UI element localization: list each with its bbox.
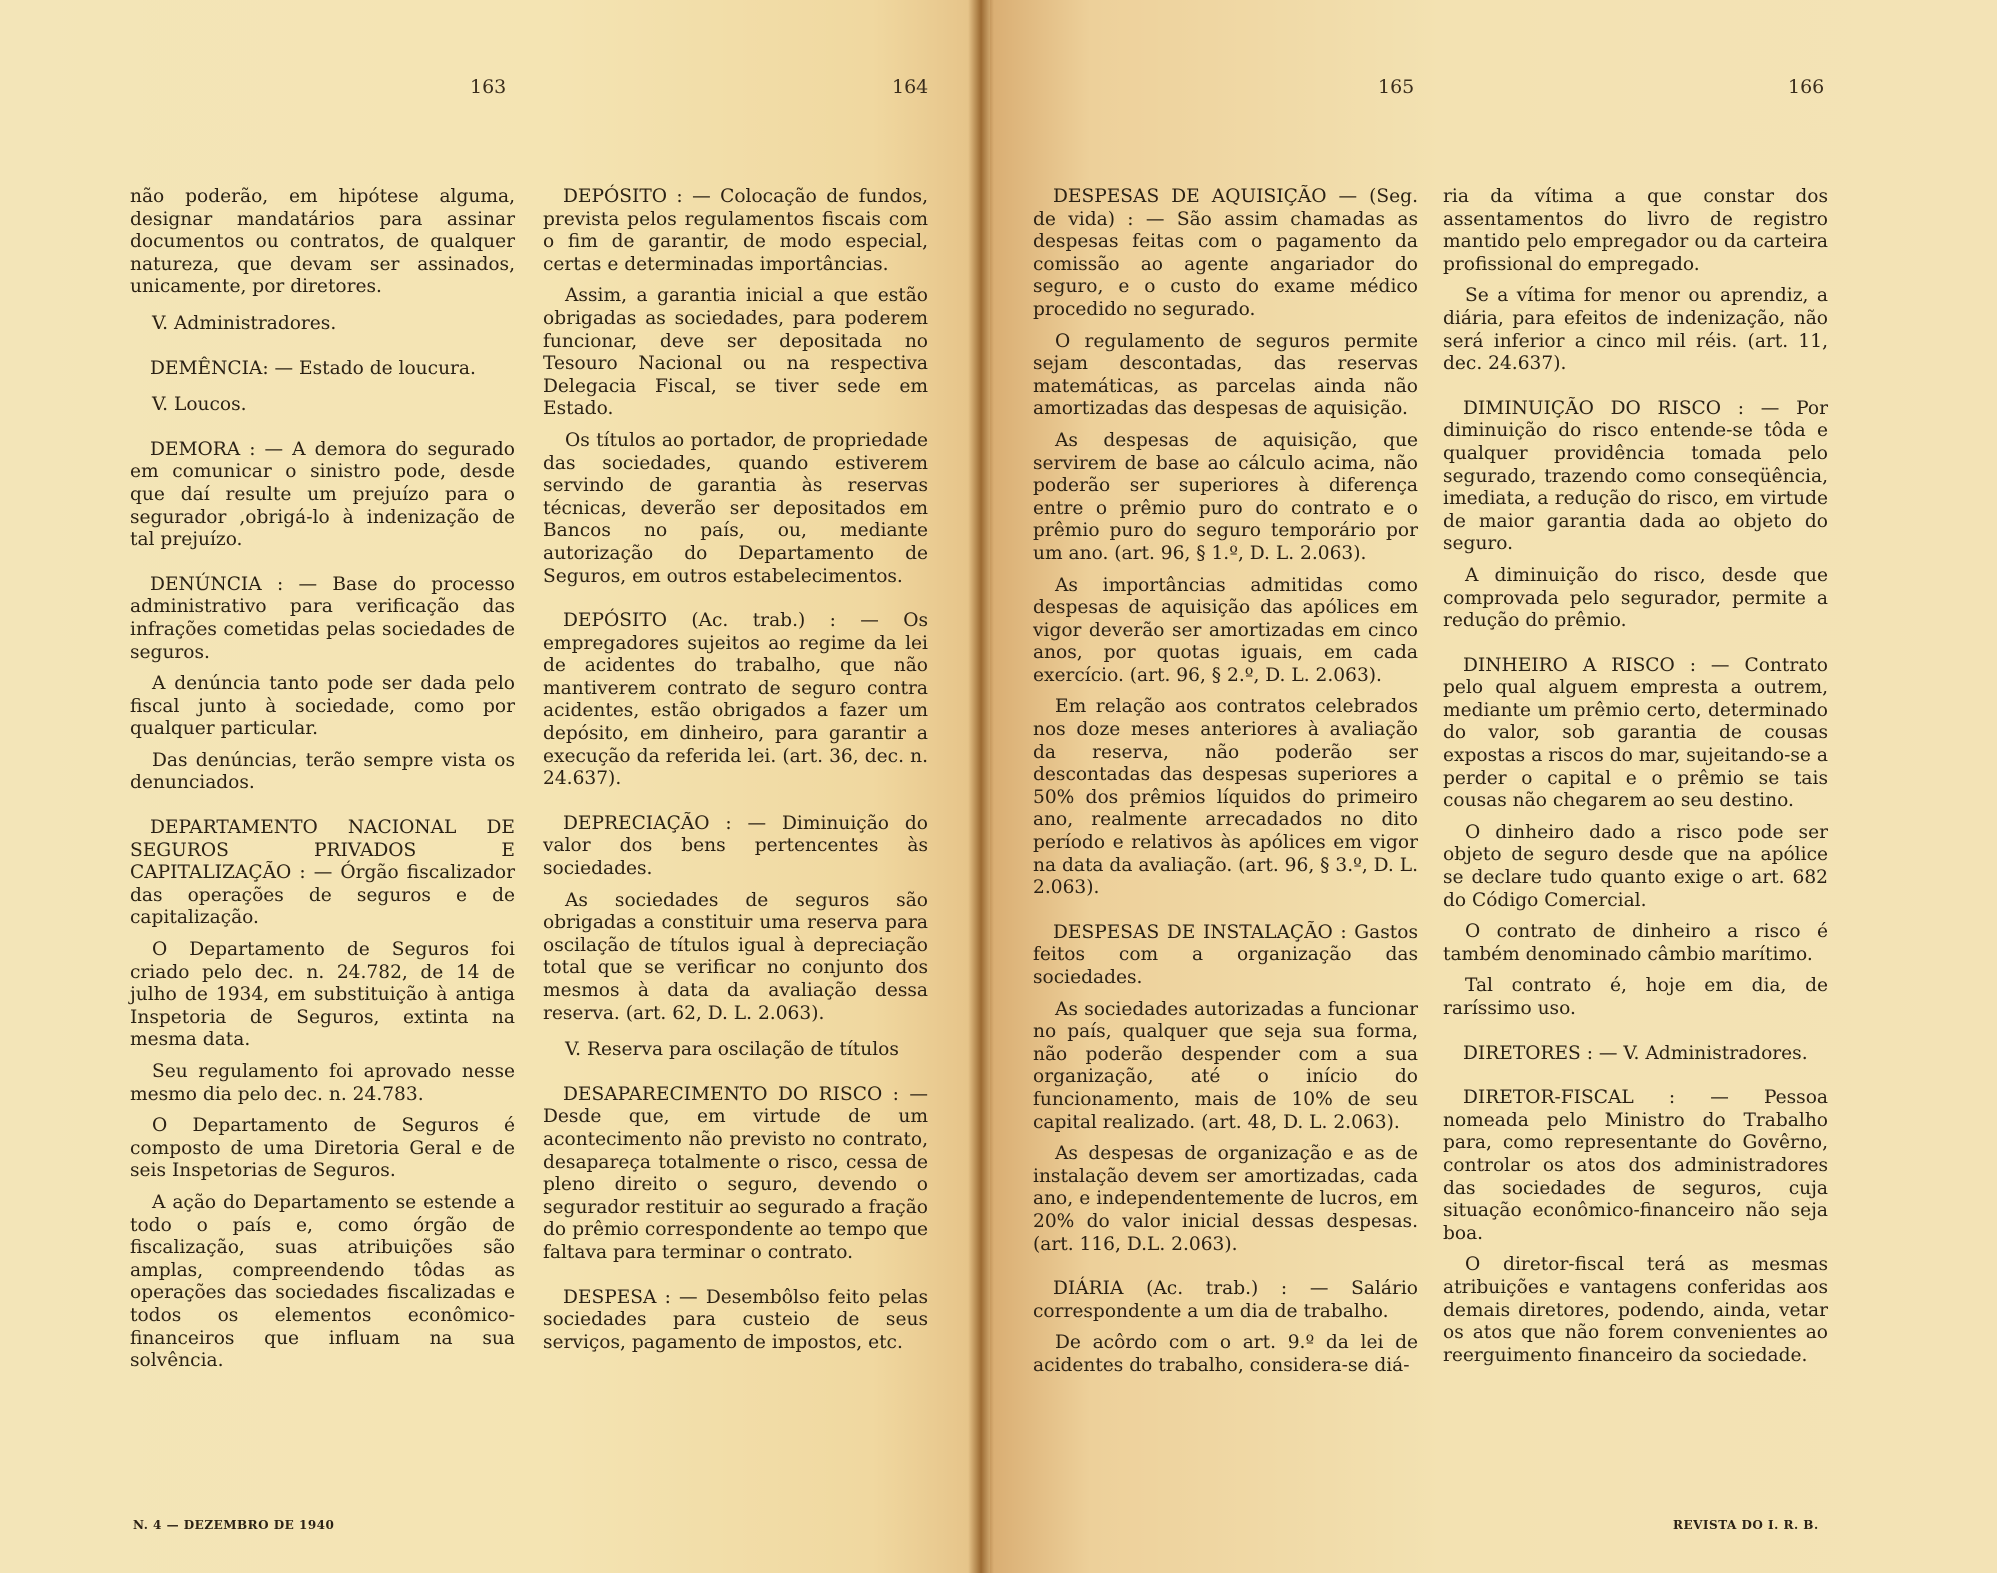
entry-desaparecimento: DESAPARECIMENTO DO RISCO : — Desde que, em virtude de um acontecimento não previsto no contrato, desapareça totalmente o risco, cessa de pleno direito o seguro, devendo o segurador restituir ao segurado a fração do prêmio correspondente ao tempo que faltava para terminar o contrato. xyxy=(543,1083,928,1263)
column-2 xyxy=(543,186,928,1363)
paragraph: A ação do Departamento se estende a todo o país e, como órgão de fiscalização, suas atribuições são amplas, compreendendo tôdas as operações das sociedades fiscalizadas e todos os elementos econômico-financeiros que influam na sua solvência. xyxy=(130,1191,515,1372)
paragraph: não poderão, em hipótese alguma, designar mandatários para assinar documentos ou contratos, de qualquer natureza, que devam ser assinados, unicamente, por diretores. xyxy=(130,186,515,298)
paragraph: Se a vítima for menor ou aprendiz, a diária, para efeitos de indenização, não será inferior a cinco mil réis. (art. 11, dec. 24.637). xyxy=(1443,285,1828,375)
entry-diaria: DIÁRIA (Ac. trab.) : — Salário correspondente a um dia de trabalho. xyxy=(1033,1278,1418,1322)
paragraph: A denúncia tanto pode ser dada pelo fiscal junto à sociedade, como por qualquer particular. xyxy=(130,673,515,740)
entry-despesas-aquisicao: DESPESAS DE AQUISIÇÃO — (Seg. de vida) : — São assim chamadas as despesas feitas com o pagamento da comissão ao agente angariador do seguro, e o custo do exame médico procedido no segurado. xyxy=(1033,186,1418,320)
paragraph: Seu regulamento foi aprovado nesse mesmo dia pelo dec. n. 24.783. xyxy=(130,1061,515,1105)
entry-dinheiro-a-risco: DINHEIRO A RISCO : — Contrato pelo qual alguem empresta a outrem, mediante um prêmio certo, determinado do valor, sob garantia de cousas expostas a riscos do mar, sujeitando-se a perder o capital e o prêmio se tais cousas não chegarem ao seu destino. xyxy=(1443,654,1828,812)
entry-denuncia: DENÚNCIA : — Base do processo administrativo para verificação das infrações cometidas pelas sociedades de seguros. xyxy=(130,573,515,663)
page-number-163: 163 xyxy=(470,76,507,98)
page-number-165: 165 xyxy=(1378,76,1415,98)
entry-despesas-instalacao: DESPESAS DE INSTALAÇÃO : Gastos feitos com a organização das sociedades. xyxy=(1033,921,1418,988)
paragraph: As despesas de aquisição, que servirem de base ao cálculo acima, não poderão ser superiores à diferença entre o prêmio puro do contrato e o prêmio puro do seguro temporário por um ano. (art. 96, § 1.º, D. L. 2.063). xyxy=(1033,429,1418,564)
cross-reference: V. Loucos. xyxy=(152,394,247,416)
paragraph: O diretor-fiscal terá as mesmas atribuições e vantagens conferidas aos demais diretores, podendo, ainda, vetar os atos que não forem convenientes ao reerguimento financeiro da sociedade. xyxy=(1443,1254,1828,1366)
entry-deposito-ac-trab: DEPÓSITO (Ac. trab.) : — Os empregadores sujeitos ao regime da lei de acidentes do trabalho, que não mantiverem contrato de seguro contra acidentes, estão obrigados a fazer um depósito, em dinheiro, para garantir a execução da referida lei. (art. 36, dec. n. 24.637). xyxy=(543,610,928,790)
paragraph: Em relação aos contratos celebrados nos doze meses anteriores à avaliação da reserva, não poderão ser descontadas das despesas superiores a 50% dos prêmios líquidos do primeiro ano, realmente arrecadados no dito período e relativos às apólices em vigor na data da avaliação. (art. 96, § 3.º, D. L. 2.063). xyxy=(1033,696,1419,899)
entry-despesa: DESPESA : — Desembôlso feito pelas sociedades para custeio de seus serviços, pagamento de impostos, etc. xyxy=(543,1286,928,1353)
paragraph: O regulamento de seguros permite sejam descontadas, das reservas matemáticas, as parcelas ainda não amortizadas das despesas de aquisição. xyxy=(1033,330,1418,420)
cross-reference: V. Administradores. xyxy=(152,312,337,334)
paragraph: Tal contrato é, hoje em dia, de raríssimo uso. xyxy=(1443,975,1828,1019)
entry-depreciacao: DEPRECIAÇÃO : — Diminuição do valor dos bens pertencentes às sociedades. xyxy=(543,812,928,880)
paragraph: Assim, a garantia inicial a que estão obrigadas as sociedades, para poderem funcionar, deve ser depositada no Tesouro Nacional ou na respectiva Delegacia Fiscal, se tiver sede em Estado. xyxy=(543,285,928,420)
entry-diretores: DIRETORES : — V. Administradores. xyxy=(1463,1042,1808,1064)
paragraph: As sociedades de seguros são obrigadas a constituir uma reserva para oscilação de títulos igual à depreciação total que se verificar no conjunto dos mesmos à data da avaliação dessa reserva. (art. 62, D. L. 2.063). xyxy=(543,889,928,1024)
column-1 xyxy=(130,186,515,1382)
entry-diminuicao-risco: DIMINUIÇÃO DO RISCO : — Por diminuição do risco entende-se tôda e qualquer providência tomada pelo segurado, trazendo como conseqüência, imediata, a redução do risco, em virtude de maior garantia dada ao objeto do seguro. xyxy=(1443,397,1828,555)
page-number-164: 164 xyxy=(892,76,929,98)
paragraph: O contrato de dinheiro a risco é também denominado câmbio marítimo. xyxy=(1443,921,1828,965)
paragraph: O Departamento de Seguros foi criado pelo dec. n. 24.782, de 14 de julho de 1934, em substituição à antiga Inspetoria de Seguros, extinta na mesma data. xyxy=(130,939,515,1051)
entry-deposito: DEPÓSITO : — Colocação de fundos, prevista pelos regulamentos fiscais com o fim de garantir, de modo especial, certas e determinadas importâncias. xyxy=(543,186,928,275)
paragraph: A diminuição do risco, desde que comprovada pelo segurador, permite a redução do prêmio. xyxy=(1443,564,1828,632)
paragraph: Das denúncias, terão sempre vista os denunciados. xyxy=(130,749,515,794)
paragraph: ria da vítima a que constar dos assentamentos do livro de registro mantido pelo empregador ou da carteira profissional do empregado. xyxy=(1443,186,1828,275)
paragraph: O Departamento de Seguros é composto de uma Diretoria Geral e de seis Inspetorias de Seguros. xyxy=(130,1115,515,1182)
footer-issue: N. 4 — DEZEMBRO DE 1940 xyxy=(133,1518,335,1532)
entry-demencia: DEMÊNCIA: — Estado de loucura. xyxy=(150,357,476,379)
book-gutter xyxy=(968,0,994,1573)
cross-reference: V. Reserva para oscilação de títulos xyxy=(565,1039,899,1061)
page-number-166: 166 xyxy=(1788,76,1825,98)
column-3 xyxy=(1033,186,1418,1387)
paragraph: De acôrdo com o art. 9.º da lei de acidentes do trabalho, considera-se diá- xyxy=(1033,1332,1418,1376)
entry-demora: DEMORA : — A demora do segurado em comunicar o sinistro pode, desde que daí resulte um prejuízo para o segurador ,obrigá-lo à indenização de tal prejuízo. xyxy=(130,438,515,551)
paragraph: O dinheiro dado a risco pode ser objeto de seguro desde que na apólice se declare tudo quanto exige o art. 682 do Código Comercial. xyxy=(1443,821,1828,911)
paragraph: As importâncias admitidas como despesas de aquisição das apólices em vigor deverão ser amortizadas em cinco anos, por quotas iguais, em cada exercício. (art. 96, § 2.º, D. L. 2.063). xyxy=(1033,574,1418,686)
column-4 xyxy=(1443,186,1828,1376)
paragraph: As despesas de organização e as de instalação devem ser amortizadas, cada ano, e independentemente de lucros, em 20% do valor inicial dessas despesas. (art. 116, D.L. 2.063). xyxy=(1033,1143,1418,1255)
entry-diretor-fiscal: DIRETOR-FISCAL : — Pessoa nomeada pelo Ministro do Trabalho para, como representante do Govêrno, controlar os atos dos administradores das sociedades de seguros, cuja situação econômico-financeiro não seja boa. xyxy=(1443,1087,1828,1244)
footer-journal: REVISTA DO I. R. B. xyxy=(1673,1518,1819,1532)
paragraph: Os títulos ao portador, de propriedade das sociedades, quando estiverem servindo de garantia às reservas técnicas, deverão ser depositados em Bancos no país, ou, mediante autorização do Departamento de Seguros, em outros estabelecimentos. xyxy=(543,429,928,587)
entry-departamento: DEPARTAMENTO NACIONAL DE SEGUROS PRIVADOS E CAPITALIZAÇÃO : — Órgão fiscalizador das operações de seguros e de capitalização. xyxy=(130,817,515,929)
paragraph: As sociedades autorizadas a funcionar no país, qualquer que seja sua forma, não poderão despender com a sua organização, até o início do funcionamento, mais de 10% de seu capital realizado. (art. 48, D. L. 2.063). xyxy=(1033,998,1418,1133)
